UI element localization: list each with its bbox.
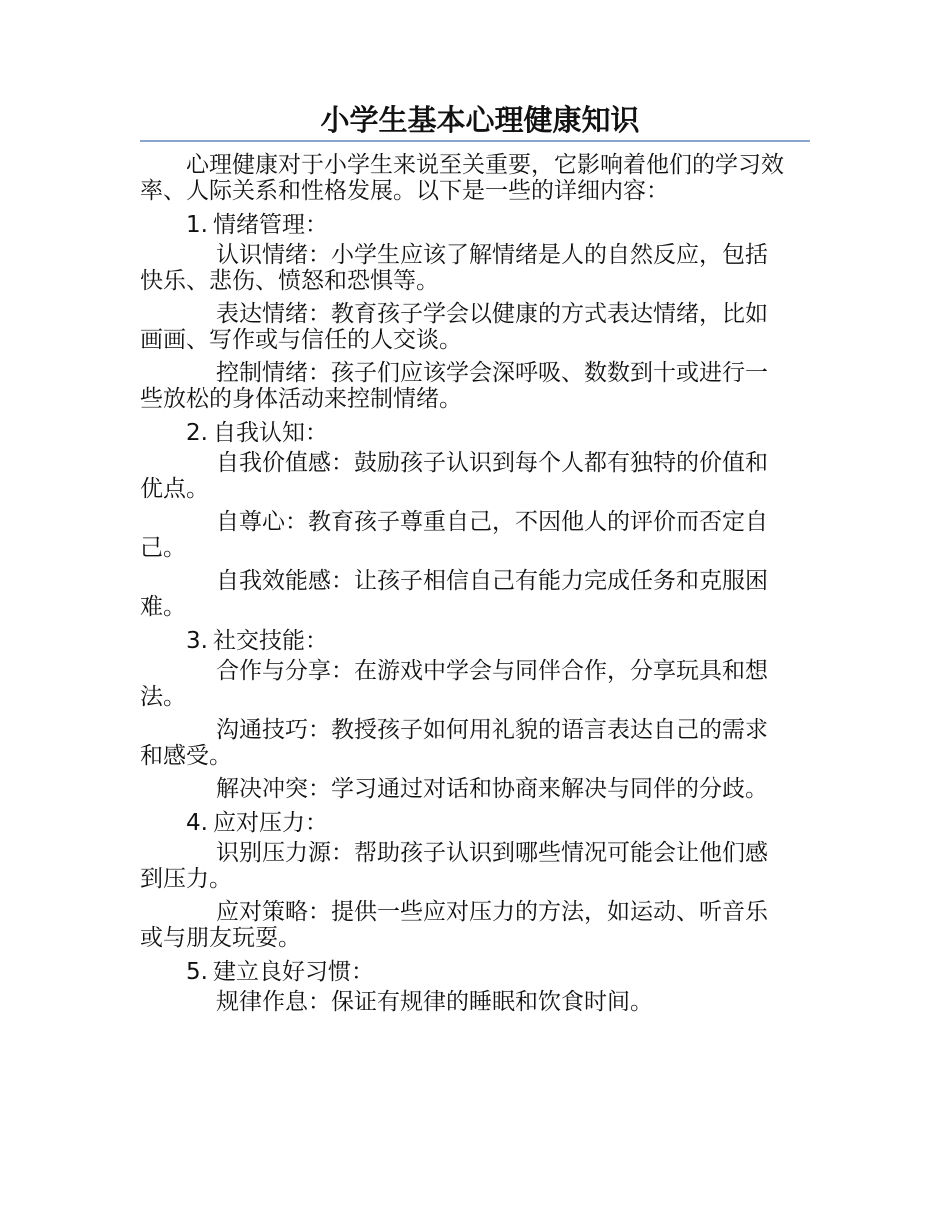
section-heading-text: 应对压力：	[212, 810, 328, 836]
list-item: 规律作息：保证有规律的睡眠和饮食时间。	[216, 989, 653, 1015]
list-item: 识别压力源：帮助孩子认识到哪些情况可能会让他们感到压力。	[140, 840, 768, 892]
section-emotion-management	[140, 212, 810, 412]
section-heading-text: 建立良好习惯：	[212, 959, 374, 985]
section-heading	[140, 628, 810, 654]
list-item: 自我效能感：让孩子相信自己有能力完成任务和克服困难。	[140, 568, 768, 620]
section-good-habits	[140, 959, 810, 1015]
section-number: 4.	[186, 810, 208, 836]
section-number: 1.	[186, 212, 208, 238]
section-heading	[140, 420, 810, 446]
list-item: 合作与分享：在游戏中学会与同伴合作，分享玩具和想法。	[140, 658, 768, 710]
section-coping-stress	[140, 810, 810, 951]
list-item: 沟通技巧：教授孩子如何用礼貌的语言表达自己的需求和感受。	[140, 717, 768, 769]
section-heading	[140, 212, 810, 238]
list-item: 解决冲突：学习通过对话和协商来解决与同伴的分歧。	[216, 776, 768, 802]
section-self-awareness	[140, 420, 810, 620]
section-number: 5.	[186, 959, 208, 985]
document-page	[140, 100, 810, 1022]
list-item: 自尊心：教育孩子尊重自己，不因他人的评价而否定自己。	[140, 509, 768, 561]
list-item: 认识情绪：小学生应该了解情绪是人的自然反应，包括快乐、悲伤、愤怒和恐惧等。	[140, 242, 768, 294]
title-underline	[140, 140, 810, 142]
section-heading	[140, 959, 810, 985]
list-item: 表达情绪：教育孩子学会以健康的方式表达情绪，比如画画、写作或与信任的人交谈。	[140, 301, 768, 353]
list-item: 应对策略：提供一些应对压力的方法，如运动、听音乐或与朋友玩耍。	[140, 899, 768, 951]
section-number: 2.	[186, 420, 208, 446]
list-item: 自我价值感：鼓励孩子认识到每个人都有独特的价值和优点。	[140, 450, 768, 502]
list-item: 控制情绪：孩子们应该学会深呼吸、数数到十或进行一些放松的身体活动来控制情绪。	[140, 360, 768, 412]
section-heading-text: 自我认知：	[212, 420, 328, 446]
document-title: 小学生基本心理健康知识	[320, 103, 640, 137]
section-heading	[140, 810, 810, 836]
section-number: 3.	[186, 628, 208, 654]
intro-paragraph: 心理健康对于小学生来说至关重要，它影响着他们的学习效率、人际关系和性格发展。以下是一些的详细内容：	[140, 152, 784, 204]
section-social-skills	[140, 628, 810, 802]
section-list	[140, 212, 810, 1015]
section-heading-text: 社交技能：	[212, 628, 328, 654]
section-heading-text: 情绪管理：	[212, 212, 328, 238]
